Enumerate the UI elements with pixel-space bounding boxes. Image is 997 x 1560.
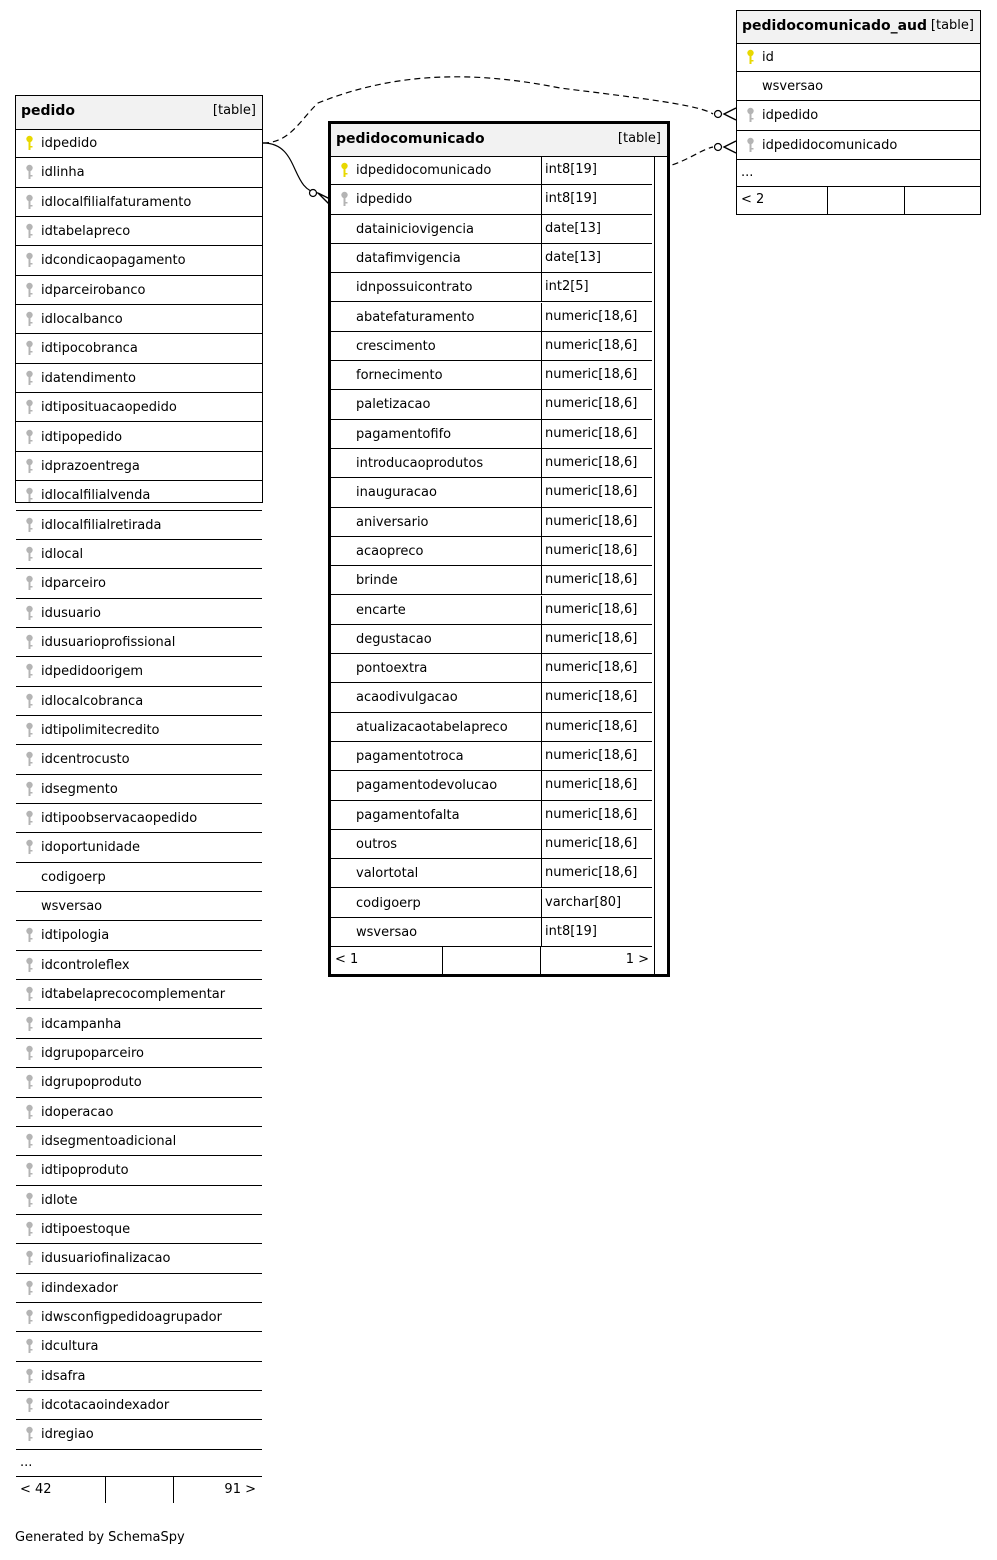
column-name: fornecimento <box>356 368 443 384</box>
column-row-encarte[interactable] <box>331 596 652 625</box>
column-row-idpedidoorigem[interactable] <box>16 657 262 686</box>
column-type: numeric[18,6] <box>545 572 638 588</box>
column-row-wsversao[interactable] <box>331 918 652 947</box>
crow-foot-marker <box>724 141 736 153</box>
column-row-idlote[interactable] <box>16 1186 262 1215</box>
column-name: idtiposituacaopedido <box>41 400 177 416</box>
foreign-key-icon <box>25 487 34 503</box>
column-name: idlocalbanco <box>41 312 123 328</box>
table-header <box>737 11 980 44</box>
footer-children: 1 > <box>625 952 649 968</box>
column-row-idtipologia[interactable] <box>16 921 262 950</box>
column-type-cell <box>541 508 652 536</box>
footer-cell <box>442 947 443 975</box>
foreign-key-icon <box>25 1162 34 1178</box>
column-row-idlocalfilialvenda[interactable] <box>16 481 262 510</box>
column-row-idparceirobanco[interactable] <box>16 276 262 305</box>
column-name: idtipologia <box>41 928 110 944</box>
foreign-key-icon <box>25 429 34 445</box>
column-row-pontoextra[interactable] <box>331 654 652 683</box>
footer-parents: < 2 <box>741 191 765 207</box>
column-row-wsversao[interactable] <box>737 72 980 101</box>
foreign-key-icon <box>746 107 755 123</box>
column-name: idoportunidade <box>41 840 141 856</box>
table-tag: [table] <box>617 131 661 146</box>
table-tag: [table] <box>212 103 256 118</box>
foreign-key-icon <box>25 1192 34 1208</box>
column-name: idpedido <box>41 136 98 151</box>
column-row-idgrupoproduto[interactable] <box>16 1068 262 1097</box>
column-row-datafimvigencia[interactable] <box>331 244 652 273</box>
column-name: pagamentodevolucao <box>356 778 498 794</box>
column-name: encarte <box>356 602 406 618</box>
column-type: numeric[18,6] <box>545 865 638 881</box>
column-row-id[interactable] <box>737 43 980 72</box>
more-columns <box>16 1450 262 1477</box>
column-type: int8[19] <box>545 191 597 207</box>
column-name: idusuario <box>41 605 101 621</box>
column-name: idlocalfilialvenda <box>41 488 151 504</box>
column-name: idindexador <box>41 1280 118 1296</box>
column-type: numeric[18,6] <box>545 367 638 383</box>
column-row-acaodivulgacao[interactable] <box>331 683 652 712</box>
column-row-idlocalfilialfaturamento[interactable] <box>16 188 262 217</box>
column-type-cell <box>541 654 652 682</box>
column-row-inauguracao[interactable] <box>331 478 652 507</box>
column-row-idlocal[interactable] <box>16 540 262 569</box>
column-name: datafimvigencia <box>356 250 461 266</box>
column-row-idsegmentoadicional[interactable] <box>16 1127 262 1156</box>
column-name: idcontroleflex <box>41 957 130 973</box>
column-row-degustacao[interactable] <box>331 625 652 654</box>
ellipsis: ... <box>20 1454 33 1470</box>
column-row-idsafra[interactable] <box>16 1362 262 1391</box>
column-name: idpedido <box>762 108 819 124</box>
column-name: idoperacao <box>41 1104 114 1120</box>
column-name: idlinha <box>41 165 85 181</box>
column-name: idcentrocusto <box>41 752 130 768</box>
column-row-idlinha[interactable] <box>16 158 262 187</box>
column-name: idtipoproduto <box>41 1163 129 1179</box>
column-row-idlocalfilialretirada[interactable] <box>16 511 262 540</box>
column-row-introducaoprodutos[interactable] <box>331 449 652 478</box>
foreign-key-icon <box>25 781 34 797</box>
column-name: idtipolimitecredito <box>41 723 160 738</box>
column-type: numeric[18,6] <box>545 835 638 851</box>
column-name: idpedido <box>356 192 413 208</box>
foreign-key-icon <box>25 370 34 386</box>
foreign-key-icon <box>25 458 34 474</box>
foreign-key-icon <box>25 751 34 767</box>
column-row-idtipoestoque[interactable] <box>16 1215 262 1244</box>
column-type-cell <box>541 361 652 389</box>
column-type: numeric[18,6] <box>545 660 638 676</box>
column-row-acaopreco[interactable] <box>331 537 652 566</box>
column-type: numeric[18,6] <box>545 806 638 822</box>
ellipsis: ... <box>741 164 754 180</box>
table-footer <box>331 947 667 975</box>
column-type: int8[19] <box>545 923 597 939</box>
column-name: idtipopedido <box>41 429 123 445</box>
column-type: numeric[18,6] <box>545 542 638 558</box>
foreign-key-icon <box>25 223 34 239</box>
column-row-idcondicaopagamento[interactable] <box>16 246 262 275</box>
foreign-key-icon <box>25 810 34 826</box>
table-name: pedidocomunicado_aud <box>742 18 928 34</box>
column-row-idwsconfigpedidoagrupador[interactable] <box>16 1303 262 1332</box>
column-type-cell <box>541 332 652 360</box>
table-name: pedido <box>21 103 75 119</box>
foreign-key-icon <box>25 1045 34 1061</box>
relationship-pedido-pedidocomunicado <box>263 143 318 193</box>
column-type: numeric[18,6] <box>545 513 638 529</box>
column-name: idlote <box>41 1192 78 1208</box>
column-row-idcentrocusto[interactable] <box>16 745 262 774</box>
foreign-key-icon <box>25 663 34 679</box>
column-name: outros <box>356 836 398 852</box>
column-type-cell <box>541 420 652 448</box>
column-type-cell <box>541 771 652 799</box>
column-row-idcontroleflex[interactable] <box>16 951 262 980</box>
column-name: codigoerp <box>356 895 421 911</box>
table-header <box>331 124 667 157</box>
column-type-cell <box>541 566 652 594</box>
column-row-idpedidocomunicado[interactable] <box>737 131 980 160</box>
foreign-key-icon <box>25 1426 34 1442</box>
column-row-atualizacaotabelapreco[interactable] <box>331 713 652 742</box>
column-type: date[13] <box>545 220 601 236</box>
column-name: idgrupoproduto <box>41 1075 142 1091</box>
column-name: pontoextra <box>356 661 428 677</box>
column-type-cell <box>541 449 652 477</box>
crow-foot-marker <box>724 108 736 120</box>
column-row-idtipopedido[interactable] <box>16 423 262 452</box>
column-row-idlocalcobranca[interactable] <box>16 687 262 716</box>
column-name: pagamentotroca <box>356 749 464 764</box>
column-type: numeric[18,6] <box>545 601 638 617</box>
foreign-key-icon <box>25 282 34 298</box>
primary-key-icon <box>340 162 349 178</box>
foreign-key-icon <box>25 957 34 973</box>
column-name: acaopreco <box>356 543 424 559</box>
column-name: idtabelaprecocomplementar <box>41 987 226 1003</box>
foreign-key-icon <box>25 1309 34 1325</box>
column-type: int2[5] <box>545 279 589 295</box>
column-type: numeric[18,6] <box>545 748 638 763</box>
column-name: aniversario <box>356 514 429 530</box>
column-type-cell <box>541 244 652 272</box>
column-name: idcultura <box>41 1339 99 1355</box>
column-name: datainiciovigencia <box>356 221 474 237</box>
column-name: idpedidocomunicado <box>356 163 492 178</box>
column-row-idcultura[interactable] <box>16 1332 262 1361</box>
column-name: idsafra <box>41 1368 86 1384</box>
foreign-key-icon <box>25 839 34 855</box>
column-type-cell <box>541 625 652 653</box>
foreign-key-icon <box>25 1221 34 1237</box>
foreign-key-icon <box>25 194 34 210</box>
column-name: introducaoprodutos <box>356 456 484 471</box>
column-type: numeric[18,6] <box>545 308 638 324</box>
foreign-key-icon <box>25 1133 34 1149</box>
column-name: idusuarioprofissional <box>41 634 176 650</box>
column-row-idoportunidade[interactable] <box>16 833 262 862</box>
column-row-idtiposituacaopedido[interactable] <box>16 393 262 422</box>
column-name: wsversao <box>41 899 103 915</box>
more-columns <box>737 160 980 187</box>
column-name: id <box>762 50 774 65</box>
column-row-idtabelapreco[interactable] <box>16 217 262 246</box>
foreign-key-icon <box>25 1397 34 1413</box>
column-name: idsegmento <box>41 781 118 797</box>
foreign-key-icon <box>25 1016 34 1032</box>
column-type-cell <box>541 859 652 887</box>
column-type: numeric[18,6] <box>545 455 638 470</box>
column-name: idcampanha <box>41 1016 122 1032</box>
column-row-codigoerp[interactable] <box>331 889 652 918</box>
foreign-key-icon <box>25 1368 34 1384</box>
column-row-codigoerp[interactable] <box>16 863 262 892</box>
relationship-pedidocomunicado-pedidocomunicado_aud <box>663 147 713 168</box>
column-name: idcondicaopagamento <box>41 253 186 269</box>
column-type: numeric[18,6] <box>545 718 638 734</box>
column-name: wsversao <box>356 924 418 940</box>
column-row-idcotacaoindexador[interactable] <box>16 1391 262 1420</box>
column-row-idpedido[interactable] <box>737 101 980 130</box>
column-type-cell <box>541 273 652 301</box>
column-row-idparceiro[interactable] <box>16 569 262 598</box>
column-name: idsegmentoadicional <box>41 1133 177 1149</box>
column-row-abatefaturamento[interactable] <box>331 303 652 332</box>
foreign-key-icon <box>25 517 34 533</box>
column-row-idsegmento[interactable] <box>16 775 262 804</box>
column-name: idwsconfigpedidoagrupador <box>41 1310 222 1325</box>
column-name: idtipoestoque <box>41 1221 131 1237</box>
column-name: idlocalcobranca <box>41 693 144 709</box>
column-row-aniversario[interactable] <box>331 508 652 537</box>
column-name: idtipocobranca <box>41 341 138 357</box>
foreign-key-icon <box>25 722 34 738</box>
column-row-idnpossuicontrato[interactable] <box>331 273 652 302</box>
column-name: pagamentofalta <box>356 807 460 823</box>
column-name: idatendimento <box>41 370 136 386</box>
footer-parents: < 42 <box>20 1481 52 1497</box>
column-name: idtabelapreco <box>41 224 131 240</box>
column-name: idcotacaoindexador <box>41 1398 170 1414</box>
column-row-idtipolimitecredito[interactable] <box>16 716 262 745</box>
column-name: valortotal <box>356 866 419 882</box>
foreign-key-icon <box>25 1280 34 1296</box>
footer-parents: < 1 <box>335 952 359 968</box>
column-name: inauguracao <box>356 485 437 501</box>
column-name: idpedidoorigem <box>41 664 144 680</box>
footer-cell <box>904 187 905 214</box>
foreign-key-icon <box>25 1104 34 1120</box>
table-tag: [table] <box>930 18 974 33</box>
table-pedidocomunicado[interactable] <box>328 121 670 977</box>
column-row-idregiao[interactable] <box>16 1420 262 1449</box>
column-name: idnpossuicontrato <box>356 280 473 296</box>
column-name: idpedidocomunicado <box>762 137 898 153</box>
zero-marker <box>715 111 722 118</box>
column-row-pagamentotroca[interactable] <box>331 742 652 771</box>
column-type: date[13] <box>545 249 601 265</box>
footer-cell <box>540 947 541 975</box>
scroll-divider <box>654 156 655 974</box>
column-row-paletizacao[interactable] <box>331 390 652 419</box>
column-name: pagamentofifo <box>356 426 452 442</box>
column-row-idcampanha[interactable] <box>16 1010 262 1039</box>
column-type-cell <box>541 918 652 946</box>
foreign-key-icon <box>25 340 34 356</box>
column-row-idtipoobservacaopedido[interactable] <box>16 804 262 833</box>
table-header <box>16 96 262 130</box>
column-type: numeric[18,6] <box>545 396 638 412</box>
column-row-idpedido[interactable] <box>331 185 652 214</box>
column-type-cell <box>541 830 652 858</box>
column-row-fornecimento[interactable] <box>331 361 652 390</box>
column-type: numeric[18,6] <box>545 484 638 500</box>
column-name: idlocal <box>41 546 84 562</box>
column-type: numeric[18,6] <box>545 425 638 441</box>
column-name: idparceirobanco <box>41 282 146 298</box>
column-type-cell <box>541 303 652 331</box>
generated-by-label: Generated by SchemaSpy <box>15 1530 185 1545</box>
column-row-idatendimento[interactable] <box>16 364 262 393</box>
column-name: paletizacao <box>356 397 431 413</box>
column-row-idtipoproduto[interactable] <box>16 1156 262 1185</box>
column-name: idregiao <box>41 1427 94 1443</box>
column-row-pagamentodevolucao[interactable] <box>331 771 652 800</box>
column-name: idprazoentrega <box>41 458 140 474</box>
column-row-idtipocobranca[interactable] <box>16 334 262 363</box>
foreign-key-icon <box>25 927 34 943</box>
column-row-idtabelaprecocomplementar[interactable] <box>16 980 262 1009</box>
column-name: abatefaturamento <box>356 309 475 325</box>
foreign-key-icon <box>25 1074 34 1090</box>
footer-cell <box>173 1477 174 1503</box>
column-name: acaodivulgacao <box>356 690 458 706</box>
foreign-key-icon <box>25 1338 34 1354</box>
column-row-pagamentofalta[interactable] <box>331 801 652 830</box>
column-type: numeric[18,6] <box>545 337 638 353</box>
column-row-outros[interactable] <box>331 830 652 859</box>
table-footer <box>737 187 980 214</box>
column-type-cell <box>541 889 652 917</box>
column-type-cell <box>541 185 652 213</box>
column-name: idlocalfilialfaturamento <box>41 194 192 210</box>
column-row-idpedido[interactable] <box>16 129 262 158</box>
table-name: pedidocomunicado <box>336 131 485 147</box>
column-name: brinde <box>356 573 398 589</box>
foreign-key-icon <box>25 634 34 650</box>
column-name: crescimento <box>356 338 436 354</box>
column-type-cell <box>541 390 652 418</box>
column-row-idoperacao[interactable] <box>16 1098 262 1127</box>
table-footer <box>16 1477 262 1503</box>
column-row-idusuarioprofissional[interactable] <box>16 628 262 657</box>
column-row-wsversao[interactable] <box>16 892 262 921</box>
foreign-key-icon <box>25 605 34 621</box>
column-name: idtipoobservacaopedido <box>41 811 198 827</box>
foreign-key-icon <box>25 252 34 268</box>
column-type: numeric[18,6] <box>545 689 638 705</box>
column-name: idgrupoparceiro <box>41 1045 144 1061</box>
column-name: idlocalfilialretirada <box>41 517 162 533</box>
column-type-cell <box>541 537 652 565</box>
foreign-key-icon <box>25 986 34 1002</box>
column-row-idgrupoparceiro[interactable] <box>16 1039 262 1068</box>
footer-cell <box>827 187 828 214</box>
footer-cell <box>105 1477 106 1503</box>
column-type: int8[19] <box>545 162 597 177</box>
foreign-key-icon <box>746 137 755 153</box>
column-row-idprazoentrega[interactable] <box>16 452 262 481</box>
column-name: atualizacaotabelapreco <box>356 719 508 735</box>
column-row-idusuario[interactable] <box>16 599 262 628</box>
foreign-key-icon <box>25 311 34 327</box>
foreign-key-icon <box>25 693 34 709</box>
table-pedido[interactable] <box>15 95 263 1497</box>
foreign-key-icon <box>25 399 34 415</box>
column-name: idparceiro <box>41 576 106 592</box>
column-type-cell <box>541 742 652 770</box>
column-type: numeric[18,6] <box>545 630 638 646</box>
column-row-brinde[interactable] <box>331 566 652 595</box>
primary-key-icon <box>25 135 34 151</box>
column-type-cell <box>541 478 652 506</box>
column-type-cell <box>541 596 652 624</box>
column-row-idpedidocomunicado[interactable] <box>331 156 652 185</box>
column-type-cell <box>541 801 652 829</box>
foreign-key-icon <box>25 1250 34 1266</box>
column-row-crescimento[interactable] <box>331 332 652 361</box>
foreign-key-icon <box>25 546 34 562</box>
column-type: numeric[18,6] <box>545 777 638 793</box>
column-row-idusuariofinalizacao[interactable] <box>16 1244 262 1273</box>
column-name: wsversao <box>762 79 824 95</box>
column-name: codigoerp <box>41 869 106 885</box>
foreign-key-icon <box>25 575 34 591</box>
foreign-key-icon <box>340 191 349 207</box>
column-type-cell <box>541 713 652 741</box>
column-row-valortotal[interactable] <box>331 859 652 888</box>
column-type-cell <box>541 156 652 184</box>
table-pedidocomunicado_aud[interactable] <box>736 10 981 215</box>
foreign-key-icon <box>25 164 34 180</box>
primary-key-icon <box>746 49 755 65</box>
zero-marker <box>715 144 722 151</box>
column-name: idusuariofinalizacao <box>41 1251 171 1267</box>
column-row-datainiciovigencia[interactable] <box>331 215 652 244</box>
column-type-cell <box>541 215 652 243</box>
zero-marker <box>310 190 317 197</box>
footer-children: 91 > <box>224 1481 256 1497</box>
column-type-cell <box>541 683 652 711</box>
column-row-idindexador[interactable] <box>16 1274 262 1303</box>
column-type: varchar[80] <box>545 894 622 910</box>
column-row-pagamentofifo[interactable] <box>331 420 652 449</box>
column-row-idlocalbanco[interactable] <box>16 305 262 334</box>
column-name: degustacao <box>356 631 432 647</box>
